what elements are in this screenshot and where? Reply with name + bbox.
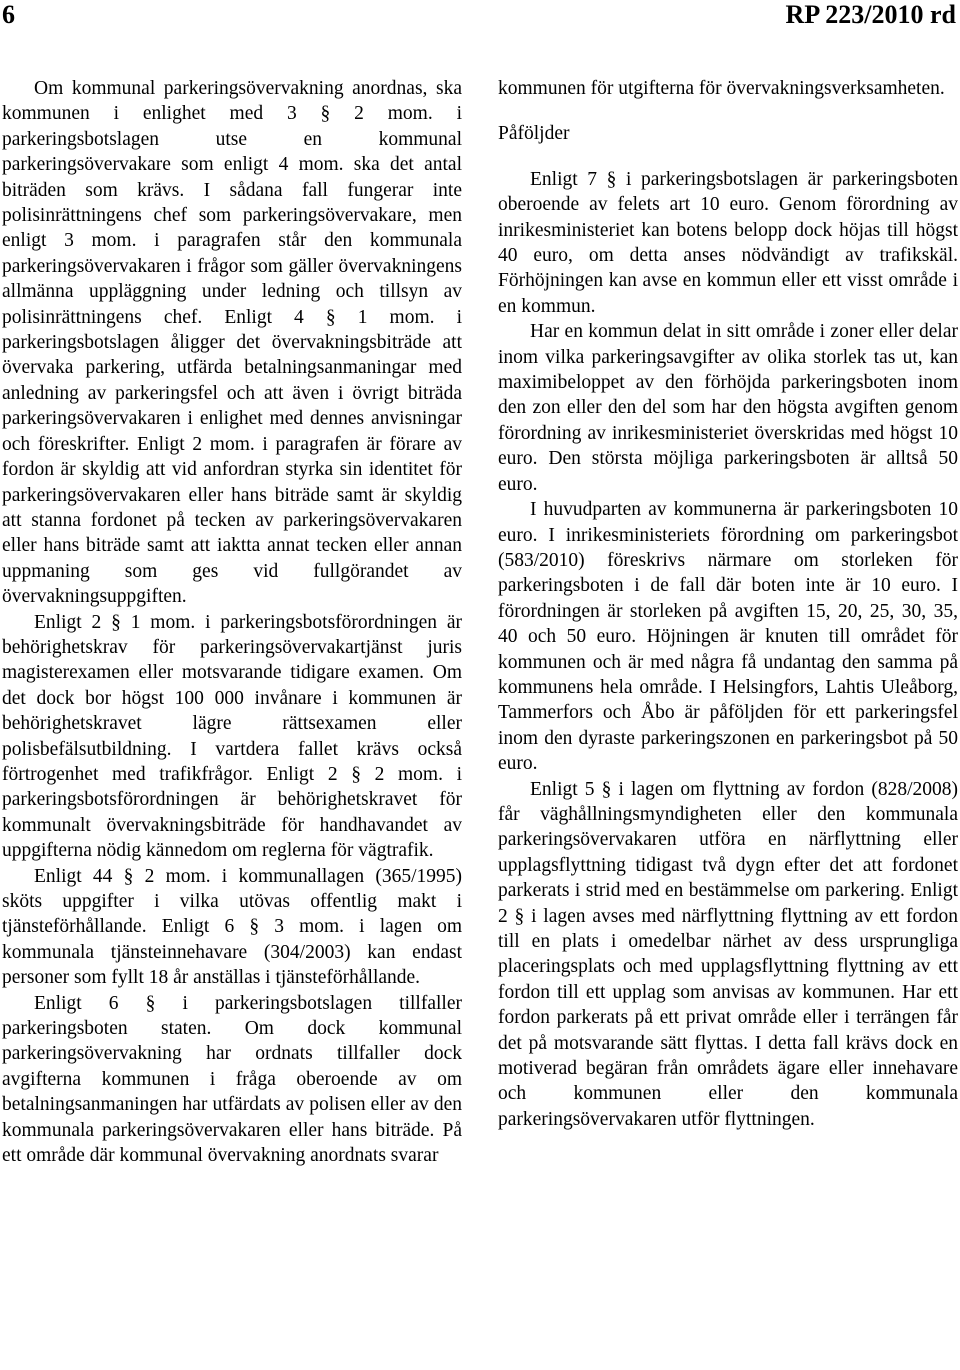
paragraph: Enligt 6 § i parkeringsbotslagen tillfaller parkeringsboten staten. Om dock kommunal parkeringsövervakning har ordnats tillfaller dock avgifterna kommunen i fråga oberoende av om betalningsanmaningen har utfärdats av polisen eller av den kommunala parkeringsövervakaren eller hans biträde. På ett område där kommunal övervakning anordnats svarar bbox=[2, 992, 462, 1167]
paragraph: Enligt 44 § 2 mom. i kommunallagen (365/1995) sköts uppgifter i vilka utövas offentlig makt i tjänsteförhållande. Enligt 6 § 3 mom. i lagen om kommunala tjänsteinnehavare (304/2003) kan endast personer som fyllt 18 år anställas i tjänsteförhållande. bbox=[2, 865, 462, 989]
right-column bbox=[498, 76, 958, 1132]
paragraph: Om kommunal parkeringsövervakning anordnas, ska kommunen i enlighet med 3 § 2 mom. i parkeringsbotslagen utse en kommunal parkeringsövervakare som enligt 4 mom. ska det antal biträden som krävs. I sådana fall fungerar inte polisinrättningens chef som parkeringsövervakare, men enligt 3 mom. i paragrafen står den kommunala parkeringsövervakaren i frågor som gäller övervakningens allmänna uppläggning under ledning och tillsyn av polisinrättningens chef. Enligt 4 § 1 mom. i parkeringsbotslagen åligger det övervakningsbiträde att övervaka parkering, utfärda betalningsanmaningar med anledning av parkeringsfel och att även i övrigt biträda parkeringsövervakaren i enlighet med dennes anvisningar och föreskrifter. Enligt 2 mom. i paragrafen är förare av fordon är skyldig att vid anfordran styrka sin identitet för parkeringsövervakaren eller hans biträde samt är skyldig att stanna fordonet på tecken av parkeringsövervakaren eller hans biträde samt att iaktta annat tecken eller annan uppmaning som ges vid fullgörandet av övervakningsuppgiften. bbox=[2, 78, 462, 608]
page-number: 6 bbox=[2, 0, 15, 29]
paragraph: kommunen för utgifterna för övervakningsverksamheten. bbox=[498, 78, 945, 99]
page-header bbox=[0, 0, 960, 40]
paragraph: Enligt 5 § i lagen om flyttning av fordon (828/2008) får väghållningsmyndigheten eller den kommunala parkeringsövervakaren utföra en närflyttning eller upplagsflyttning tidigast två dygn efter det att fordonet parkerats i strid med en bestämmelse om parkering. Enligt 2 § i lagen avses med närflyttning flyttning av ett fordon till en plats i omedelbar närhet av dess ursprungliga placeringsplats och med upplagsflyttning flyttning av ett fordon till ett upplag som anvisas av kommunen. Har ett fordon parkerats på ett privat område eller i terrängen får det på motsvarande sätt flyttas. I detta fall krävs dock en motiverad begäran från områdets ägare eller innehavare och kommunen eller den kommunala parkeringsövervakaren utför flyttningen. bbox=[498, 778, 958, 1130]
left-column bbox=[2, 76, 462, 1168]
paragraph: Enligt 2 § 1 mom. i parkeringsbotsförordningen är behörighetskrav för parkeringsövervakartjänst juris magisterexamen eller motsvarande tidigare examen. Om det dock bor högst 100 000 invånare i kommunen är behörighetskravet lägre rättsexamen eller polisbefälsutbildning. I vartdera fallet krävs också förtrogenhet med trafikfrågor. Enligt 2 § 2 mom. i parkeringsbotsförordningen är behörighetskravet för kommunalt övervakningsbiträde för handhavandet av uppgifterna nödig kännedom om reglerna för vägtrafik. bbox=[2, 611, 462, 862]
paragraph: I huvudparten av kommunerna är parkeringsboten 10 euro. I inrikesministeriets förordning om parkeringsbot (583/2010) föreskrivs närmare om storleken för parkeringsboten i de fall där boten inte är 10 euro. I förordningen är storleken på avgiften 15, 20, 25, 30, 35, 40 och 50 euro. Höjningen är knuten till området för kommunen och är med några få undantag den samma på kommunens hela område. I Helsingfors, Lahtis Uleåborg, Tammerfors och Åbo är påföljden för ett parkeringsfel inom den dyraste parkeringszonen en parkeringsbot på 50 euro. bbox=[498, 499, 958, 775]
paragraph: Har en kommun delat in sitt område i zoner eller delar inom vilka parkeringsavgifter av olika storlek tas ut, kan maximibeloppet av den förhöjda parkeringsboten inom den zon eller den del som har den högsta avgiften genom förordning av inrikesministeriet överskridas med högst 10 euro. Den största möjliga parkeringsboten är alltså 50 euro. bbox=[498, 321, 958, 495]
section-heading: Påföljder bbox=[498, 123, 570, 145]
document-reference: RP 223/2010 rd bbox=[785, 0, 956, 29]
paragraph: Enligt 7 § i parkeringsbotslagen är parkeringsboten oberoende av felets art 10 euro. Genom förordning av inrikesministeriet kan botens belopp dock höjas till högst 40 euro, om detta anses nödvändigt av trafikskäl. Förhöjningen kan avse en kommun eller ett visst område i en kommun. bbox=[498, 168, 958, 317]
